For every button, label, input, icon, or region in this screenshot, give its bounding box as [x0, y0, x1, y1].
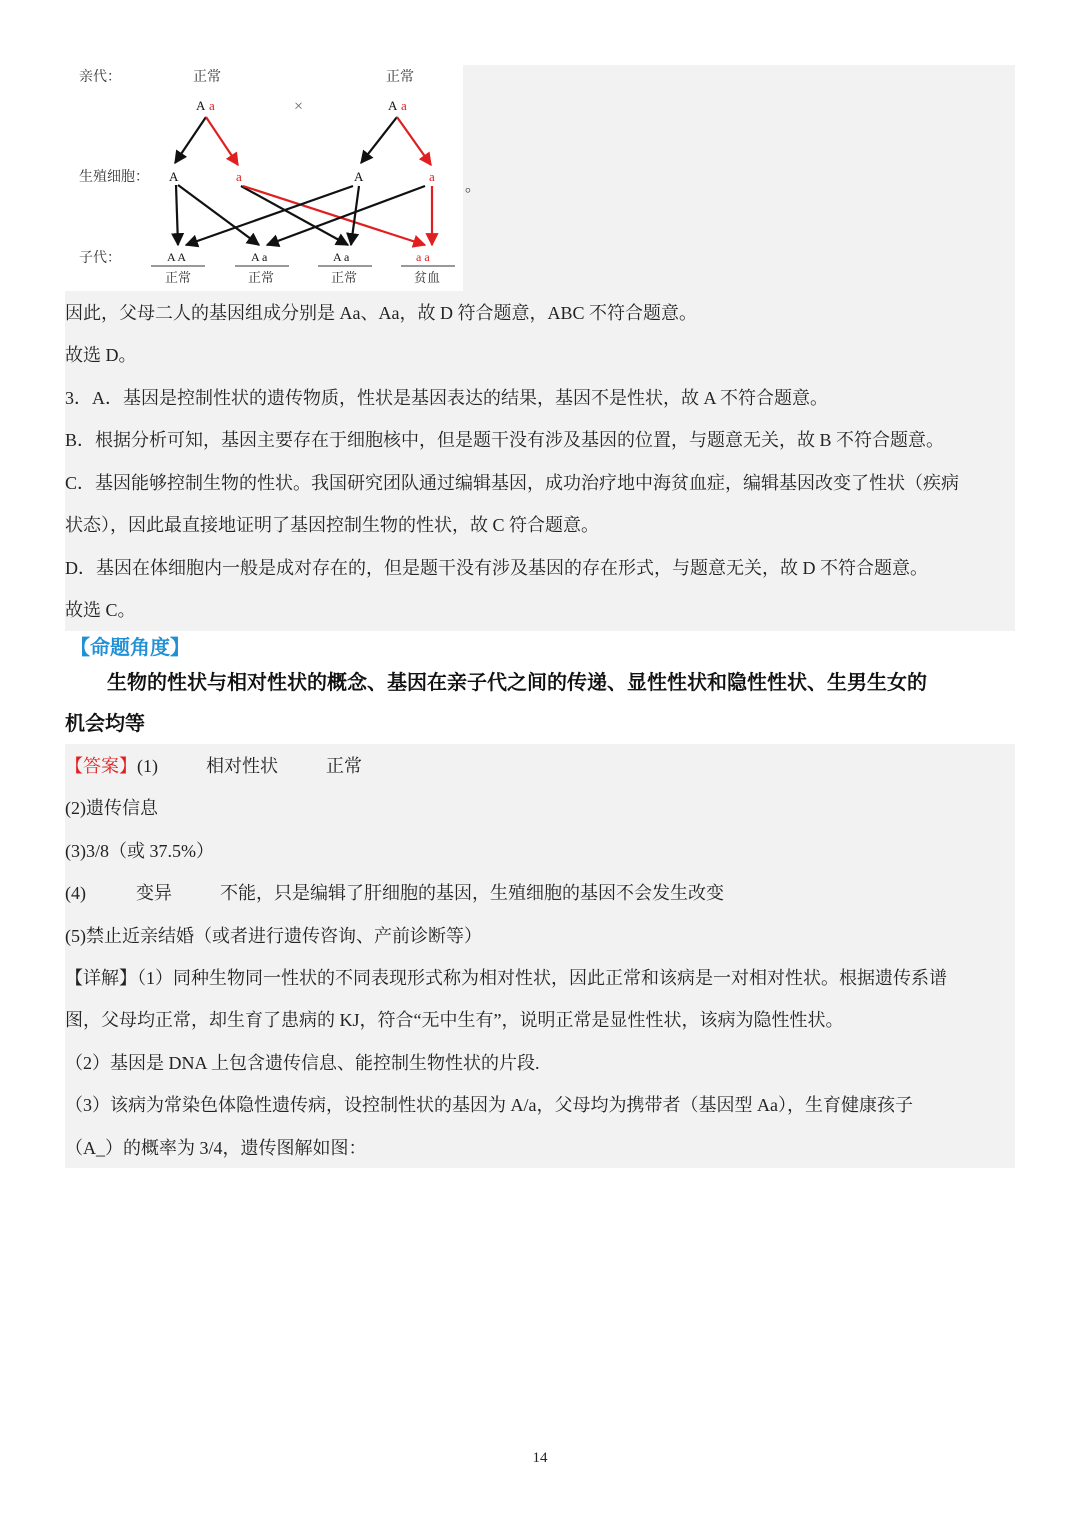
offspring-2-phenotype: 正常: [248, 270, 275, 285]
answer-q1-b: 正常: [326, 756, 362, 776]
detail-line-2: 图，父母均正常，却生育了患病的 KJ，符合“无中生有”，说明正常是显性性状，该病为隐性性状。: [65, 1010, 844, 1030]
gamete-3: A: [354, 169, 364, 184]
arrow-g1-o2: [178, 185, 259, 245]
gamete-2: a: [236, 169, 242, 184]
text-line: 状态），因此最直接地证明了基因控制生物的性状，故 C 符合题意。: [65, 515, 600, 535]
text-line: 因此，父母二人的基因组成分别是 Aa、Aa，故 D 符合题意，ABC 不符合题意。: [65, 303, 697, 323]
arrow-pr-a: [397, 117, 431, 165]
cross-symbol: ×: [294, 98, 304, 115]
row-label-gametes: 生殖细胞：: [79, 170, 149, 185]
gamete-1: A: [169, 169, 179, 184]
arrow-pl-a: [206, 117, 238, 165]
angle-text-line1: 生物的性状与相对性状的概念、基因在亲子代之间的传递、显性性状和隐性性状、生男生女的: [107, 670, 927, 694]
page-number: 14: [532, 1450, 548, 1466]
parent-right-status: 正常: [386, 70, 414, 85]
offspring-2-genotype: A a: [251, 250, 268, 264]
gamete-4: a: [429, 169, 435, 184]
parent-right-gene-a: a: [401, 98, 407, 113]
answer-line-4: [65, 881, 724, 905]
answer-q1-number: (1): [137, 756, 158, 776]
answer-q1-a: 相对性状: [206, 756, 278, 776]
answer-label: 【答案】: [65, 756, 137, 776]
answer-q4-a: 变异: [136, 883, 172, 903]
offspring-4-phenotype: 贫血: [414, 270, 441, 285]
arrow-g4-o2: [267, 186, 425, 245]
arrow-pr-A: [361, 117, 397, 163]
text-line: 故选 D。: [65, 345, 137, 365]
detail-label: 【详解】: [65, 968, 137, 988]
answer-q4-number: (4): [65, 883, 86, 903]
offspring-1-genotype: A A: [167, 250, 187, 264]
analysis-block: [65, 65, 1015, 631]
detail-line-3: （2）基因是 DNA 上包含遗传信息、能控制生物性状的片段.: [65, 1053, 540, 1073]
answer-line-2: (2)遗传信息: [65, 798, 158, 818]
parent-left-gene-a: a: [209, 98, 215, 113]
text-line: C．基因能够控制生物的性状。我国研究团队通过编辑基因，成功治疗地中海贫血症，编辑基因改变了性状（疾病: [65, 473, 960, 493]
detail-line-5: （A_）的概率为 3/4，遗传图解如图：: [65, 1138, 367, 1158]
detail-text: （1）同种生物同一性状的不同表现形式称为相对性状，因此正常和该病是一对相对性状。根据遗传系谱: [137, 968, 947, 988]
parent-left-gene-A: A: [196, 98, 206, 113]
detail-line-1: [65, 966, 947, 990]
arrow-g3-o3: [351, 186, 359, 245]
arrow-g1-o1: [176, 185, 178, 245]
text-line: D．基因在体细胞内一般是成对存在的，但是题干没有涉及基因的存在形式，与题意无关，故 D 不符合题意。: [65, 558, 928, 578]
row-label-parents: 亲代：: [79, 70, 121, 85]
offspring-1-phenotype: 正常: [165, 270, 192, 285]
diagram-end-mark: 。: [465, 178, 482, 195]
row-label-offspring: 子代：: [79, 251, 121, 266]
answer-q4-b: 不能，只是编辑了肝细胞的基因，生殖细胞的基因不会发生改变: [220, 883, 724, 903]
parent-left-status: 正常: [193, 70, 221, 85]
text-line: B．根据分析可知，基因主要存在于细胞核中，但是题干没有涉及基因的位置，与题意无关，故 B 不符合题意。: [65, 430, 945, 450]
answer-line-5: (5)禁止近亲结婚（或者进行遗传咨询、产前诊断等）: [65, 926, 482, 946]
text-line: 3．A．基因是控制性状的遗传物质，性状是基因表达的结果，基因不是性状，故 A 不符合题意。: [65, 388, 829, 408]
offspring-3-genotype: A a: [333, 250, 350, 264]
arrow-pl-A: [175, 117, 206, 163]
detail-line-4: （3）该病为常染色体隐性遗传病，设控制性状的基因为 A/a，父母均为携带者（基因型 Aa），生育健康孩子: [65, 1095, 913, 1115]
answer-line-1: [65, 754, 362, 778]
angle-text-line2: 机会均等: [65, 711, 145, 735]
offspring-4-genotype: a a: [416, 250, 430, 264]
genetic-cross-diagram: [65, 65, 463, 291]
answer-block: [65, 744, 1015, 1168]
parent-right-gene-A: A: [388, 98, 398, 113]
angle-title: 【命题角度】: [70, 635, 190, 659]
text-line: 故选 C。: [65, 600, 136, 620]
cross-diagram-svg: [65, 65, 463, 291]
answer-line-3: (3)3/8（或 37.5%）: [65, 841, 214, 861]
offspring-3-phenotype: 正常: [331, 270, 358, 285]
